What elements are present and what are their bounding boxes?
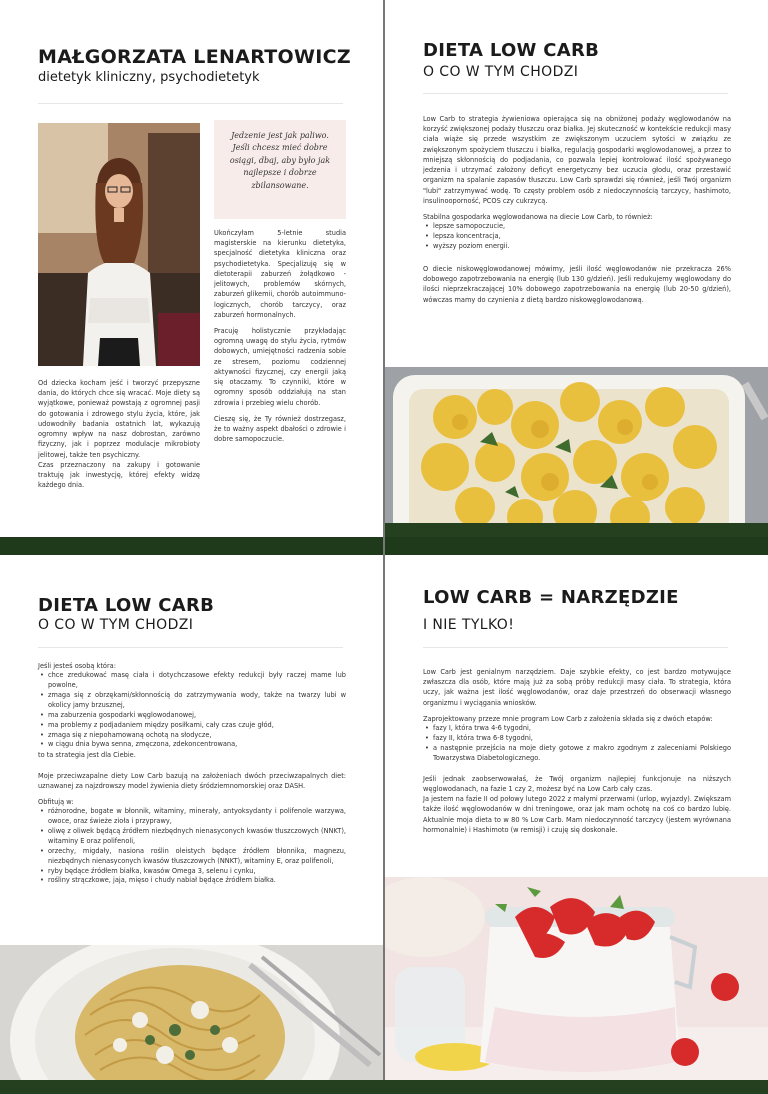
target-group-list — [38, 671, 346, 750]
quote-text: Jedzenie jest jak paliwo. Jeśli chcesz mieć dobre osiągi, dbaj, aby było jak najlepsze i dobrze zbilansowane. — [229, 131, 331, 190]
list-item: • oliwę z oliwek będącą źródłem niezbędnych nienasyconych kwasów tłuszczowych (NNKT), witaminy E oraz polifenoli, — [38, 827, 346, 847]
page-low-carb-tool — [385, 555, 768, 1094]
author-role: dietetyk kliniczny, psychodietetyk — [38, 70, 260, 85]
page-body — [423, 667, 731, 841]
bio-paragraph: Od dziecka kocham jeść i tworzyć przepyszne dania, do których chce się wracać. Moje diety są wyjątkowe, ponieważ powstają z ogromnej pasji do gotowania i zdrowego stylu życia, które, jak udowodniły badania ostatnich lat, wykazują ogromny wpływ na nasz dobrostan, zarówno fizyczny, jak i poprzez modulacje mikrobioty jelitowej, także ten psychiczny. — [38, 379, 200, 459]
body-paragraph: Zaprojektowany przeze mnie program Low Carb z założenia składa się z dwóch etapów: — [423, 714, 713, 723]
diet-foods-list — [38, 807, 346, 886]
author-photo-illustration — [38, 123, 200, 366]
page-title: LOW CARB = NARZĘDZIE — [423, 587, 679, 608]
page-subtitle: O CO W TYM CHODZI — [38, 617, 194, 633]
page-title: DIETA LOW CARB — [38, 595, 215, 616]
body-paragraph: Stabilna gospodarka węglowodanowa na diecie Low Carb, to również: — [423, 212, 653, 221]
list-item: • lepsza koncentracja, — [423, 232, 731, 242]
page-author — [0, 0, 383, 537]
page-title: DIETA LOW CARB — [423, 40, 600, 61]
page-subtitle: O CO W TYM CHODZI — [423, 64, 579, 80]
bio-paragraph: Cieszę się, że Ty również dostrzegasz, że to ważny aspekt dbałości o zdrowie i dobre samopoczucie. — [214, 414, 346, 444]
author-name: MAŁGORZATA LENARTOWICZ — [38, 46, 351, 68]
body-paragraph: Jeśli jesteś osobą która: — [38, 662, 116, 670]
list-item: • fazy I, która trwa 4-6 tygodni, — [423, 724, 731, 734]
list-item: • chce zredukować masę ciała i dotychczasowe efekty redukcji były raczej mame lub powolne, — [38, 671, 346, 691]
benefits-list — [423, 222, 731, 252]
page-body — [423, 114, 731, 311]
body-paragraph: to ta strategia jest dla Ciebie. — [38, 751, 136, 760]
bio-paragraph: Czas przeznaczony na zakupy i gotowanie traktuję jak inwestycję, której efekty widzę każdego dnia. — [38, 460, 200, 490]
body-paragraph: Low Carb jest genialnym narzędziem. Daje szybkie efekty, co jest bardzo motywujące zwłaszcza dla osób, które mają już za sobą próby redukcji masy ciała. To strategia, która uczy, jak ważna jest ilość węglowodanów, oraz daje przestrzeń do obserwacji własnego organizmu i wyciągania wniosków. — [423, 668, 731, 707]
list-item: • ryby będące źródłem białka, kwasów Omega 3, selenu i cynku, — [38, 867, 346, 877]
cauliflower-dish-illustration — [385, 367, 768, 527]
title-rule — [423, 93, 728, 94]
author-photo — [38, 123, 200, 366]
yogurt-jar-photo — [385, 877, 768, 1080]
body-paragraph: Moje przeciwzapalne diety Low Carb bazują na założeniach dwóch przeciwzapalnych diet: uznawanej za najzdrowszy model żywienia diety śródziemnomorskiej oraz DASH. — [38, 771, 346, 790]
list-item: • zmaga się z niepohamowaną ochotą na słodycze, — [38, 731, 346, 741]
list-item: • a następnie przejścia na moje diety gotowe z makro zgodnym z zaleceniami Polskiego Towarzystwa Diabetologicznego. — [423, 744, 731, 764]
page-body — [38, 661, 346, 886]
page-footer-bar — [385, 523, 768, 537]
page-subtitle: I NIE TYLKO! — [423, 617, 515, 633]
list-item: • ma problemy z podjadaniem między posiłkami, cały czas czuje głód, — [38, 721, 346, 731]
list-item: • fazy II, która trwa 6-8 tygodni, — [423, 734, 731, 744]
page-low-carb-who — [0, 555, 383, 1094]
list-item: • rośliny strączkowe, jaja, mięso i chudy nabiał będące źródłem białka. — [38, 876, 346, 886]
list-item: • lepsze samopoczucie, — [423, 222, 731, 232]
list-item: • w ciągu dnia bywa senna, zmęczona, zdekoncentrowana, — [38, 740, 346, 750]
pasta-photo — [0, 945, 383, 1080]
quote-box — [214, 120, 346, 219]
list-item: • ma zaburzenia gospodarki węglowodanowej, — [38, 711, 346, 721]
title-rule — [38, 103, 343, 104]
bio-right-column — [214, 228, 346, 450]
title-rule — [38, 647, 343, 648]
cauliflower-photo — [385, 367, 768, 527]
page-gap-band — [0, 1080, 768, 1094]
pasta-dish-illustration — [0, 945, 383, 1080]
bio-paragraph: Ukończyłam 5-letnie studia magisterskie na kierunku dietetyka, specjalność dietetyka kliniczna oraz psychodietetyka. Specjalizuję się w dietoterapii zaburzeń żołądkowo - jelitowych, problemów skórnych, zaburzeń glikemii, chorób autoimmuno-logicznych, chorób tarczycy, oraz zaburzeń hormonalnych. — [214, 229, 346, 319]
bio-left-column — [38, 378, 200, 496]
yogurt-jar-illustration — [385, 877, 768, 1080]
list-item: • różnorodne, bogate w błonnik, witaminy, minerały, antyoksydanty i polifenole warzywa, owoce, oraz świeże zioła i przyprawy, — [38, 807, 346, 827]
phases-list — [423, 724, 731, 764]
body-paragraph: Jeśli jednak zaobserwowałaś, że Twój organizm najlepiej funkcjonuje na niższych węglowodanach, na fazie 1 czy 2, możesz być na Low Carb cały czas. — [423, 774, 731, 793]
list-item: • orzechy, migdały, nasiona roślin oleistych będące źródłem błonnika, magnezu, niezbędnych nienasyconych kwasów tłuszczowych (NNKT), witaminy E, oraz polifenoli, — [38, 847, 346, 867]
body-paragraph: Ja jestem na fazie II od połowy lutego 2022 z małymi przerwami (urlop, wyjazdy). Zwiększam także ilość węglowodanów w dni treningowe, oraz jak mam ochotę na coś co bardzo lubię. Aktualnie moja dieta to w 80 % Low Carb. Mam niedoczynność tarczycy (jestem wyrównana hormonalnie) i Hashimoto (w remisji) i czuję się doskonale. — [423, 795, 731, 834]
bio-paragraph: Pracuję holistycznie przykładając ogromną uwagę do stylu życia, rytmów dobowych, umiejętności radzenia sobie ze stresem, poziomu codziennej aktywności fizycznej, czy energii jaką się otaczamy. To czynniki, które w ogromny sposób oddziałują na stan zdrowia i przebieg wielu chorób. — [214, 326, 346, 407]
list-item: • wyższy poziom energii. — [423, 242, 731, 252]
body-paragraph: O diecie niskowęglowodanowej mówimy, jeśli ilość węglowodanów nie przekracza 26% dobowego zapotrzebowania na energię (lub 130 g/dzień). Jeśli redukujemy węglowodany do ilości nieprzekraczającej 10% dobowego zapotrzebowania na energię (lub 20-50 g/dzień), wówczas mamy do czynienia z dietą bardzo niskowęglowodanową. — [423, 264, 731, 304]
list-item: • zmaga się z obrzękami/skłonnością do zatrzymywania wody, także na twarzy lubi w okolicy jamy brzusznej, — [38, 691, 346, 711]
body-paragraph: Obfitują w: — [38, 798, 74, 806]
page-low-carb-intro — [385, 0, 768, 537]
title-rule — [423, 647, 728, 648]
body-paragraph: Low Carb to strategia żywieniowa opierająca się na obniżonej podaży węglowodanów na korzyść zwiększonej podaży tłuszczu oraz białka. Jej skuteczność w kontekście redukcji masy ciała wiąże się przede wszystkim ze zwiększonym uczuciem sytości w związku ze zwiększonym spożyciem tłuszczu i białka, regulacją gospodarki węglowodanowej, a przez to mniejszą skłonnością do podjadania, co pozwala lepiej kontrolować ilość spożywanego jedzenia i utrzymać założony deficyt energetyczny bez uczucia głodu, oraz przestawić organizm na spalanie zapasów tłuszczu. Low Carb sprawdzi się również, jeśli Twój organizm "lubi" zatrzymywać wodę. To częsty problem osób z niedoczynnością tarczycy, hashimoto, insulinooporność, PCOS czy cukrzycą. — [423, 115, 731, 205]
